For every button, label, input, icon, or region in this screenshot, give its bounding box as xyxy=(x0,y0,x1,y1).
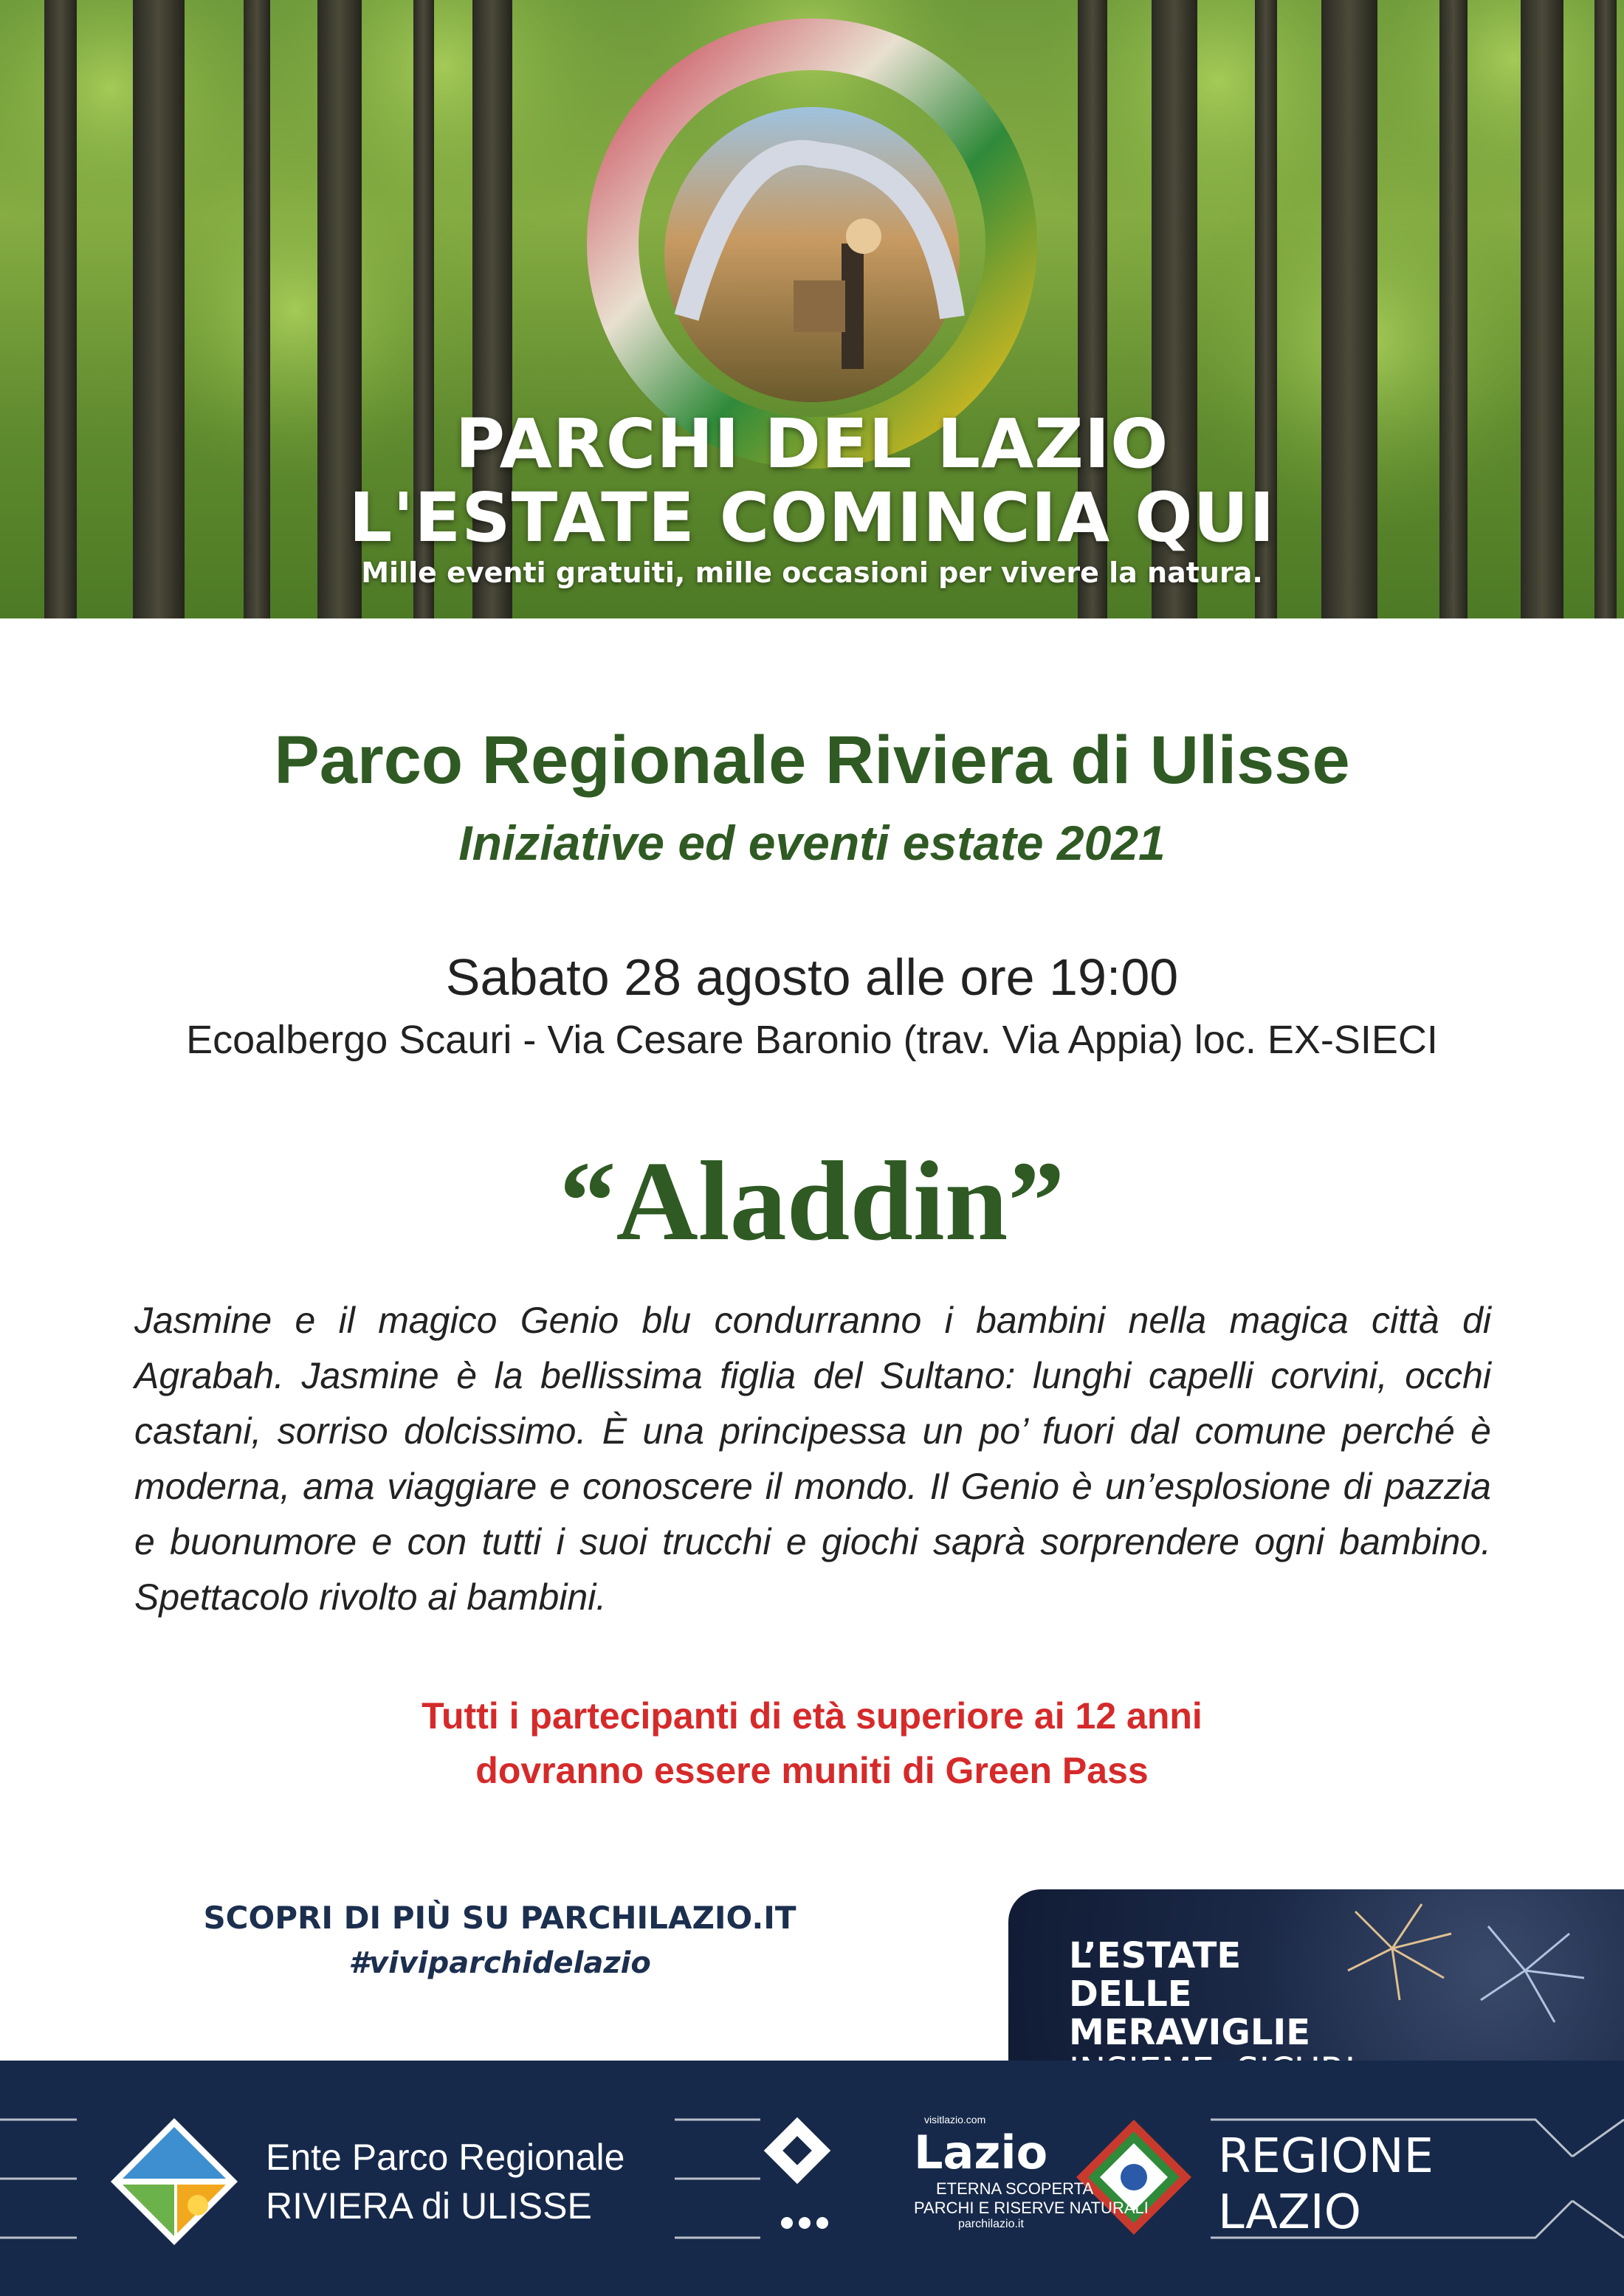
event-title: “Aladdin” xyxy=(559,1139,1065,1264)
ente-line2: RIVIERA di ULISSE xyxy=(266,2185,592,2227)
region-line1: REGIONE xyxy=(1218,2129,1434,2184)
lazio-eterna-scoperta-logo xyxy=(847,2114,1149,2231)
lazio-emblem-icon xyxy=(764,2117,831,2229)
lazio-claim: ETERNA SCOPERTA xyxy=(936,2179,1094,2198)
hero-title-line1: PARCHI DEL LAZIO xyxy=(455,404,1169,483)
hero-tagline: Mille eventi gratuiti, mille occasioni per vivere la natura. xyxy=(361,556,1263,589)
park-name: Parco Regionale Riviera di Ulisse xyxy=(274,723,1350,798)
regione-lazio-wordmark xyxy=(1218,2128,1434,2241)
ente-parco-logo-icon xyxy=(111,2118,238,2245)
event-location: Ecoalbergo Scauri - Via Cesare Baronio (trav. Via Appia) loc. EX-SIECI xyxy=(186,1018,1438,1062)
park-subtitle: Iniziative ed eventi estate 2021 xyxy=(458,816,1166,870)
hashtag: #viviparchidelazio xyxy=(348,1946,651,1980)
ente-line1: Ente Parco Regionale xyxy=(266,2137,625,2178)
lazio-parks: PARCHI E RISERVE NATURALI xyxy=(914,2199,1149,2217)
promo-line2: DELLE xyxy=(1069,1973,1192,2015)
promo-line3: MERAVIGLIE xyxy=(1069,2012,1311,2053)
green-pass-notice-line2: dovranno essere muniti di Green Pass xyxy=(475,1750,1149,1791)
lazio-name: Lazio xyxy=(914,2126,1048,2179)
green-pass-notice-line1: Tutti i partecipanti di età superiore ai 12 anni xyxy=(422,1695,1202,1737)
hero-banner xyxy=(0,0,1624,618)
event-description: Jasmine e il magico Genio blu condurranno i bambini nella magica città di Agrabah. Jasmine è la bellissima figlia del Sultano: lunghi capelli corvini, occhi castani, sorriso dolcissimo. È una principessa un po’ fuori dal comune perché è moderna, ama viaggiare e conoscere il mondo. Il Genio è un’esplosione di pazzia e buonumore e con tutti i suoi trucchi e giochi saprà sorprendere ogni bambino. Spettacolo rivolto ai bambini. xyxy=(134,1300,1491,1618)
footer-bar xyxy=(0,2061,1624,2296)
lazio-url-top: visitlazio.com xyxy=(924,2114,986,2126)
region-line2: LAZIO xyxy=(1218,2185,1361,2240)
hero-title-line2: L'ESTATE COMINCIA QUI xyxy=(348,478,1276,557)
discover-link-text[interactable]: SCOPRI DI PIÙ SU PARCHILAZIO.IT xyxy=(203,1900,796,1936)
promo-line1: L’ESTATE xyxy=(1069,1935,1242,1976)
lazio-site: parchilazio.it xyxy=(958,2218,1024,2230)
discover-more xyxy=(193,1900,806,1980)
event-date: Sabato 28 agosto alle ore 19:00 xyxy=(445,948,1179,1006)
ente-parco-name xyxy=(266,2133,625,2230)
